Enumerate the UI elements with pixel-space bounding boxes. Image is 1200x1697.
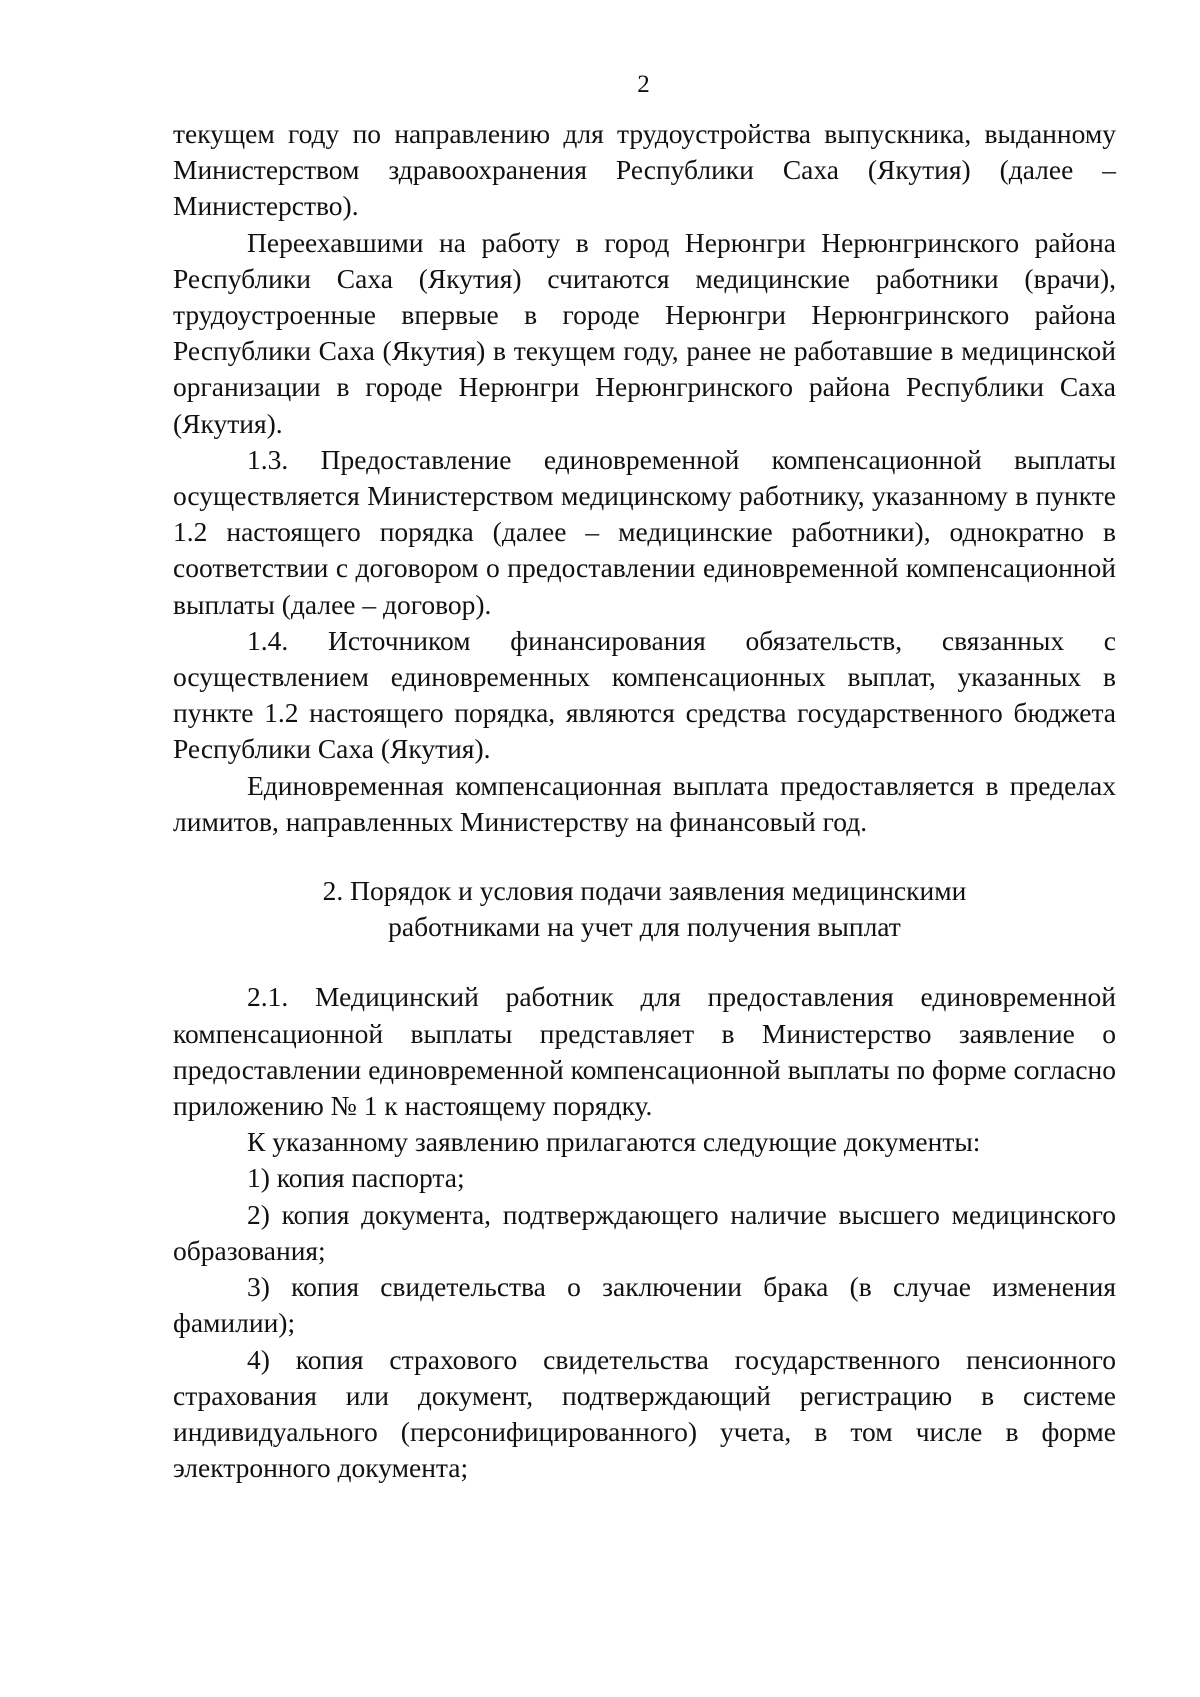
paragraph-payment-limits: Единовременная компенсационная выплата предоставляется в пределах лимитов, направленных Министерству на финансовый год.: [173, 769, 1116, 837]
paragraph-attached-documents-intro: К указанному заявлению прилагаются следующие документы:: [247, 1126, 981, 1158]
paragraph-clause-1-3: 1.3. Предоставление единовременной компенсационной выплаты осуществляется Министерством медицинскому работнику, указанному в пункте 1.2 настоящего порядка (далее – медицинские работники), однократно в соответствии с договором о предоставлении единовременной компенсационной выплаты (далее – договор).: [173, 443, 1116, 620]
list-item-passport-copy: 1) копия паспорта;: [247, 1162, 465, 1194]
section-heading-line-2: работниками на учет для получения выплат: [388, 911, 901, 943]
page-number: 2: [637, 71, 650, 98]
paragraph-continuation: текущем году по направлению для трудоустройства выпускника, выданному Министерством здравоохранения Республики Саха (Якутия) (далее – Министерство).: [173, 118, 1116, 222]
paragraph-relocated-definition: Переехавшими на работу в город Нерюнгри Нерюнгринского района Республики Саха (Якутия) считаются медицинские работники (врачи), трудоустроенные впервые в городе Нерюнгри Нерюнгринского района Республики Саха (Якутия) в текущем году, ранее не работавшие в медицинской организации в городе Нерюнгри Нерюнгринского района Республики Саха (Якутия).: [173, 226, 1116, 439]
section-heading: [173, 873, 1116, 945]
document-body: [173, 116, 1116, 1486]
list-item-marriage-certificate-copy: 3) копия свидетельства о заключении брака (в случае изменения фамилии);: [173, 1271, 1116, 1339]
list-item-insurance-certificate-copy: 4) копия страхового свидетельства государственного пенсионного страхования или документ, подтверждающий регистрацию в системе индивидуального (персонифицированного) учета, в том числе в форме электронного документа;: [173, 1343, 1116, 1484]
paragraph-clause-1-4: 1.4. Источником финансирования обязательств, связанных с осуществлением единовременных компенсационных выплат, указанных в пункте 1.2 настоящего порядка, являются средства государственного бюджета Республики Саха (Якутия).: [173, 624, 1116, 765]
section-heading-line-1: 2. Порядок и условия подачи заявления медицинскими: [322, 875, 967, 907]
list-item-diploma-copy: 2) копия документа, подтверждающего наличие высшего медицинского образования;: [173, 1198, 1116, 1266]
paragraph-clause-2-1: 2.1. Медицинский работник для предоставления единовременной компенсационной выплаты представляет в Министерство заявление о предоставлении единовременной компенсационной выплаты по форме согласно приложению № 1 к настоящему порядку.: [173, 981, 1116, 1122]
